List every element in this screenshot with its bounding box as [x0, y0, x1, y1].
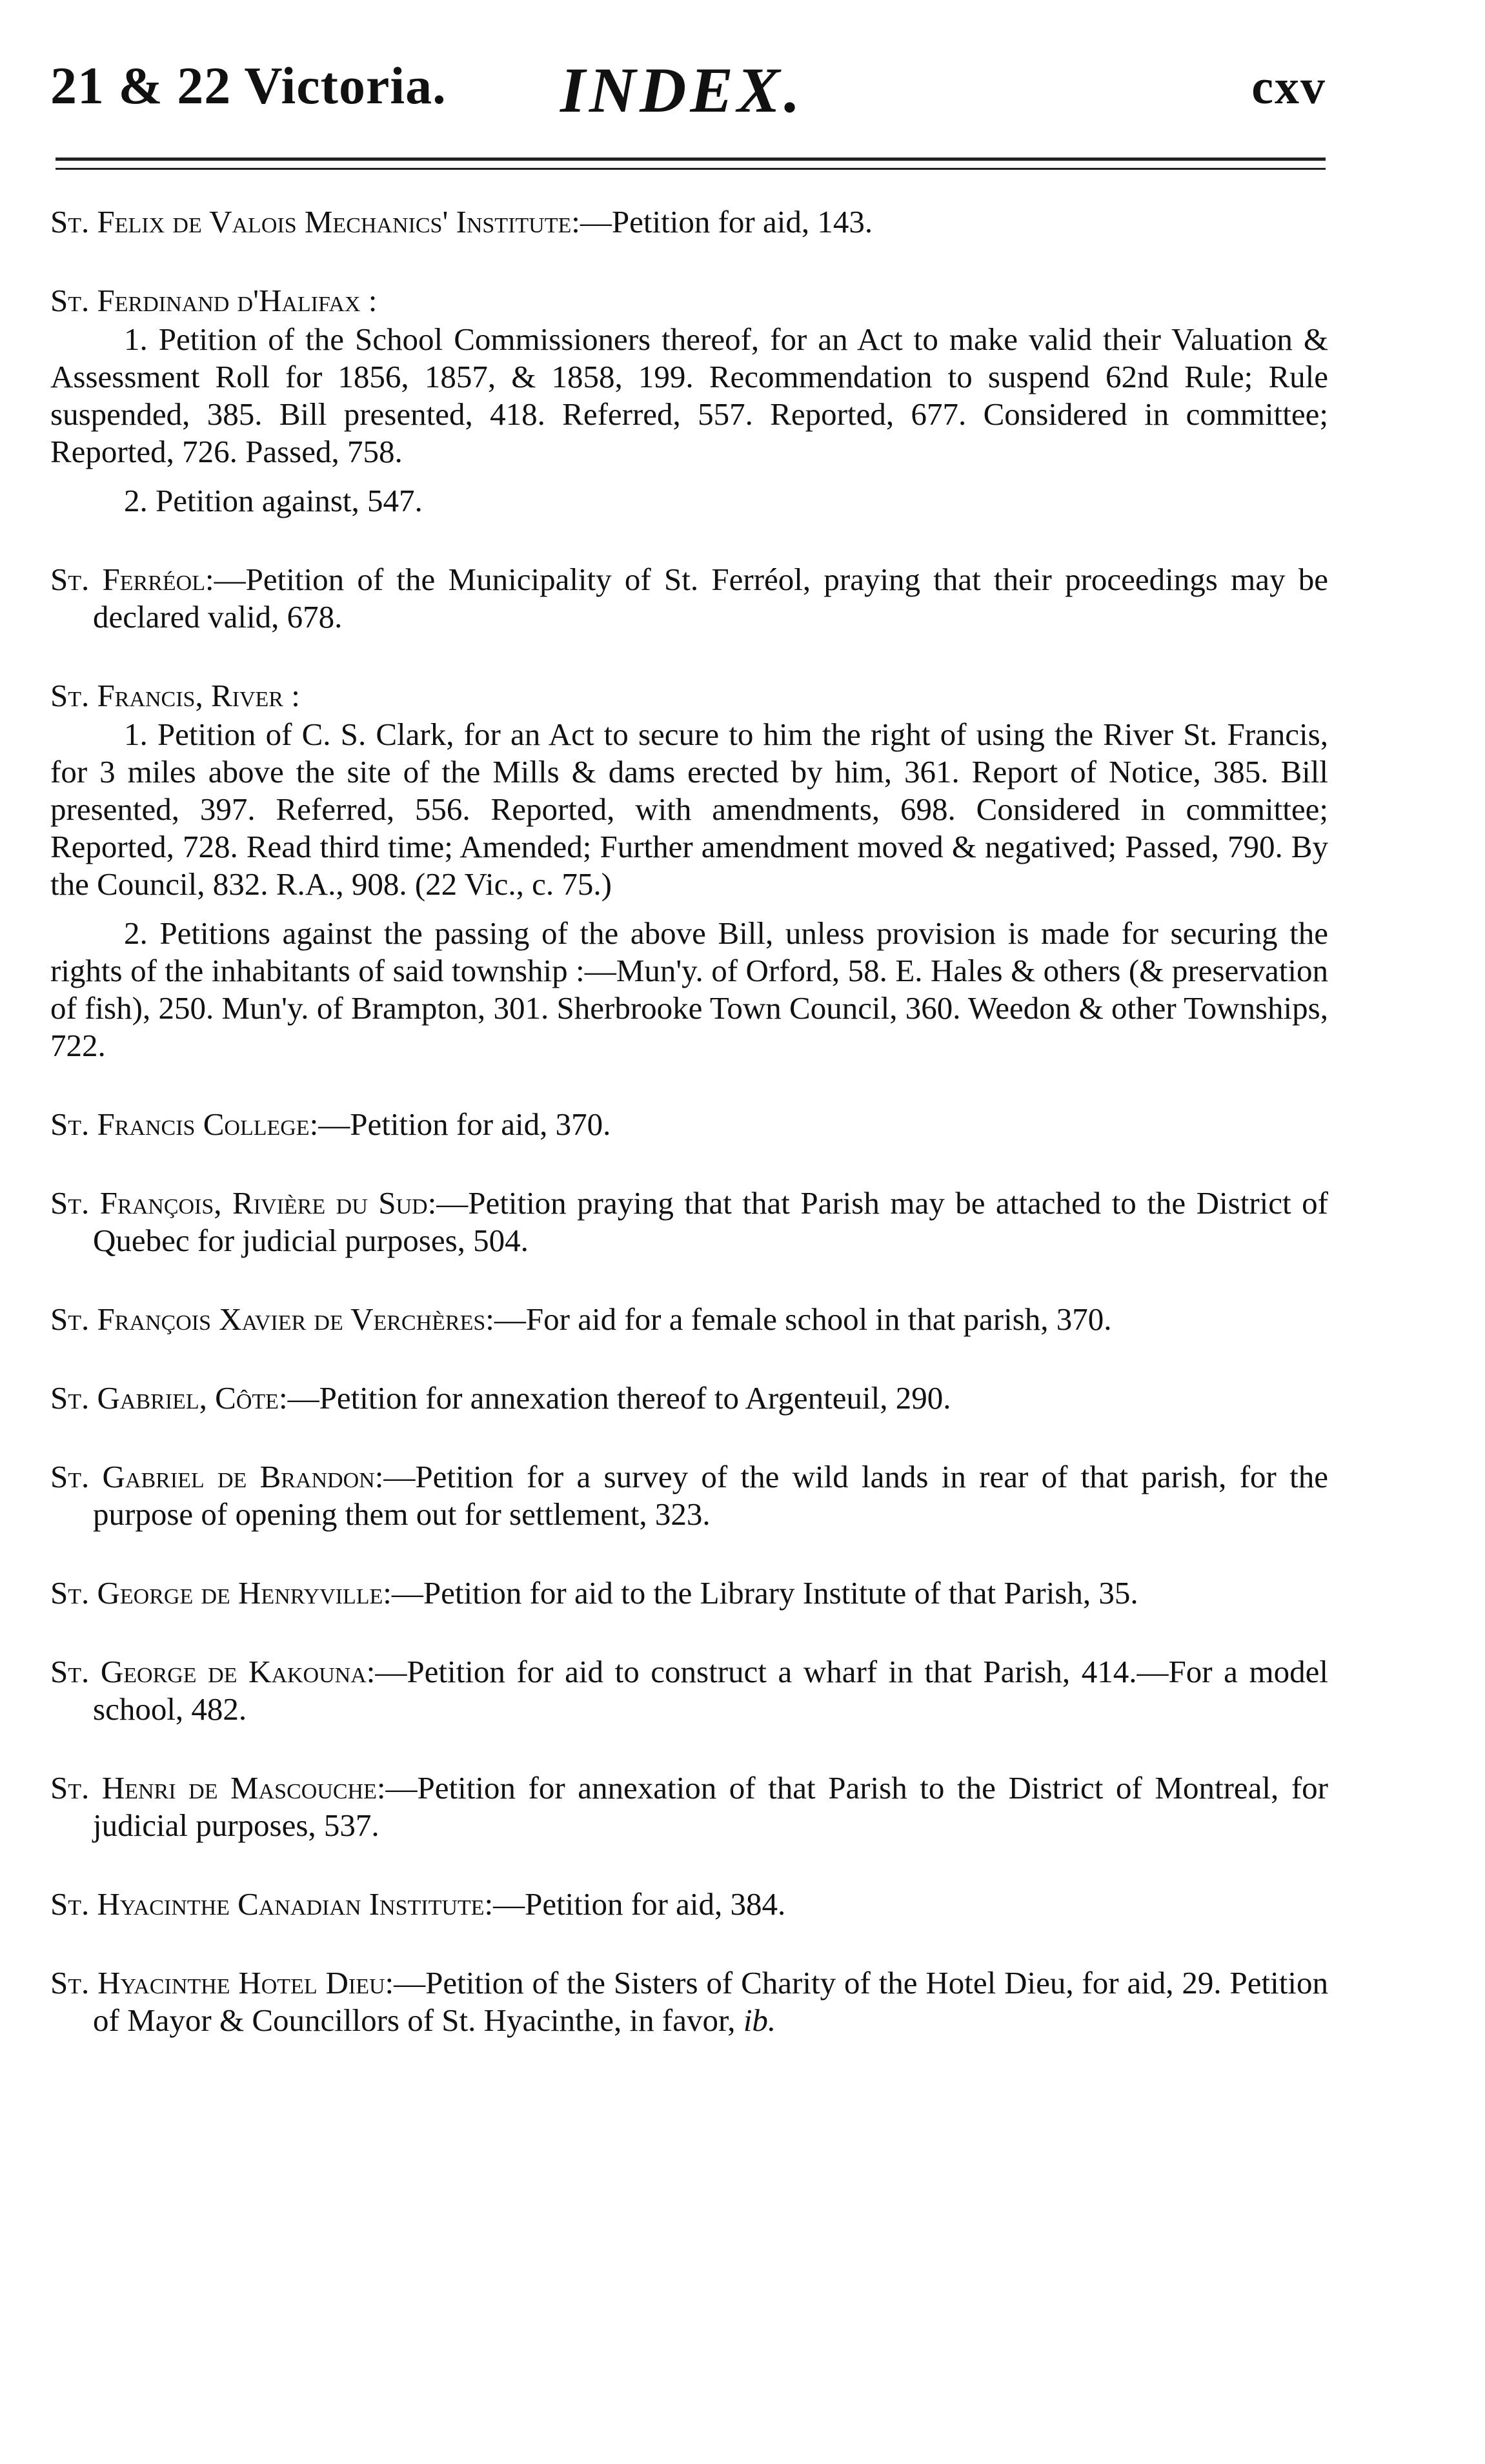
entry-text: :—Petition of the Municipality of St. Ferréol, praying that their proceedings may be declared valid, 678.	[93, 562, 1328, 635]
entry-heading: St. Francis College	[50, 1106, 310, 1142]
entry-heading: St. Gabriel de Brandon	[50, 1459, 375, 1494]
entry-subitem: 1. Petition of C. S. Clark, for an Act to secure to him the right of using the River St. Francis, for 3 miles above the site of the Mills & dams erected by him, 361. Report of Notice, 385. Bill presented, 397. Referred, 556. Reported, with amendments, 698. Considered in committee; Reported, 728. Read third time; Amended; Further amendment moved & negatived; Passed, 790. By the Council, 832. R.A., 908. (22 Vic., c. 75.)	[50, 717, 1328, 902]
index-entry	[50, 1380, 1328, 1417]
entry-heading: St. Francis, River	[50, 678, 283, 713]
index-entries	[50, 203, 1328, 2081]
entry-ibid: ib.	[743, 2002, 776, 2038]
entry-subitems	[50, 321, 1328, 520]
index-entry	[50, 1458, 1328, 1533]
index-entry	[50, 282, 1328, 520]
entry-subitems	[50, 716, 1328, 1064]
header-page-number: cxv	[1251, 60, 1326, 114]
entry-heading: St. Hyacinthe Canadian Institute	[50, 1886, 485, 1922]
entry-heading: St. François, Rivière du Sud	[50, 1185, 428, 1221]
header-session: 21 & 22 Victoria.	[50, 56, 447, 115]
entry-text: :—For aid for a female school in that parish, 370.	[485, 1301, 1112, 1337]
entry-heading: St. Ferdinand d'Halifax	[50, 283, 361, 318]
header-rule-thin	[56, 168, 1326, 170]
entry-text: :—Petition praying that that Parish may be attached to the District of Quebec for judicial purposes, 504.	[93, 1185, 1328, 1258]
page-header	[50, 56, 1326, 133]
index-entry	[50, 1301, 1328, 1338]
entry-text: :—Petition for aid to the Library Institute of that Parish, 35.	[383, 1575, 1138, 1611]
index-entry	[50, 1185, 1328, 1259]
entry-text: :—Petition for aid, 143.	[571, 204, 873, 239]
entry-heading: St. Gabriel, Côte	[50, 1380, 279, 1416]
entry-heading: St. Henri de Mascouche	[50, 1770, 377, 1806]
entry-text: :—Petition for aid, 384.	[484, 1886, 786, 1922]
entry-text: :—Petition for aid, 370.	[309, 1106, 611, 1142]
index-entry	[50, 1106, 1328, 1143]
entry-subitem: 1. Petition of the School Commissioners thereof, for an Act to make valid their Valuation & Assessment Roll for 1856, 1857, & 1858, 199. Recommendation to suspend 62nd Rule; Rule suspended, 385. Bill presented, 418. Referred, 557. Reported, 677. Considered in committee; Reported, 726. Passed, 758.	[50, 321, 1328, 469]
entry-text: :	[283, 678, 300, 713]
entry-text: :—Petition of the Sisters of Charity of the Hotel Dieu, for aid, 29. Petition of Mayor & Councillors of St. Hyacinthe, in favor,	[93, 1965, 1328, 2038]
index-entry	[50, 1886, 1328, 1923]
index-entry	[50, 677, 1328, 1064]
header-rule-thick	[56, 158, 1326, 161]
entry-subitem: 2. Petition against, 547.	[124, 483, 423, 518]
index-entry	[50, 561, 1328, 636]
entry-heading: St. Felix de Valois Mechanics' Institute	[50, 204, 572, 239]
entry-heading: St. George de Kakouna	[50, 1654, 367, 1689]
entry-heading: St. François Xavier de Verchères	[50, 1301, 486, 1337]
entry-heading: St. Ferréol	[50, 562, 205, 597]
entry-subitem: 2. Petitions against the passing of the above Bill, unless provision is made for securing the rights of the inhabitants of said township :—Mun'y. of Orford, 58. E. Hales & others (& preservation of fish), 250. Mun'y. of Brampton, 301. Sherbrooke Town Council, 360. Weedon & other Townships, 722.	[50, 915, 1328, 1063]
index-entry	[50, 1653, 1328, 1728]
entry-heading: St. Hyacinthe Hotel Dieu	[50, 1965, 385, 2001]
entry-text: :—Petition for annexation thereof to Argenteuil, 290.	[278, 1380, 951, 1416]
entry-text: :	[360, 283, 378, 318]
entry-text: :—Petition for aid to construct a wharf in that Parish, 414.—For a model school, 482.	[93, 1654, 1328, 1727]
index-entry	[50, 1574, 1328, 1612]
entry-text: :—Petition for annexation of that Parish to the District of Montreal, for judicial purposes, 537.	[93, 1770, 1328, 1843]
entry-text: :—Petition for a survey of the wild lands in rear of that parish, for the purpose of opening them out for settlement, 323.	[93, 1459, 1328, 1532]
index-entry	[50, 1964, 1328, 2039]
entry-heading: St. George de Henryville	[50, 1575, 383, 1611]
header-title: INDEX.	[560, 54, 804, 126]
index-entry	[50, 203, 1328, 241]
index-entry	[50, 1769, 1328, 1844]
